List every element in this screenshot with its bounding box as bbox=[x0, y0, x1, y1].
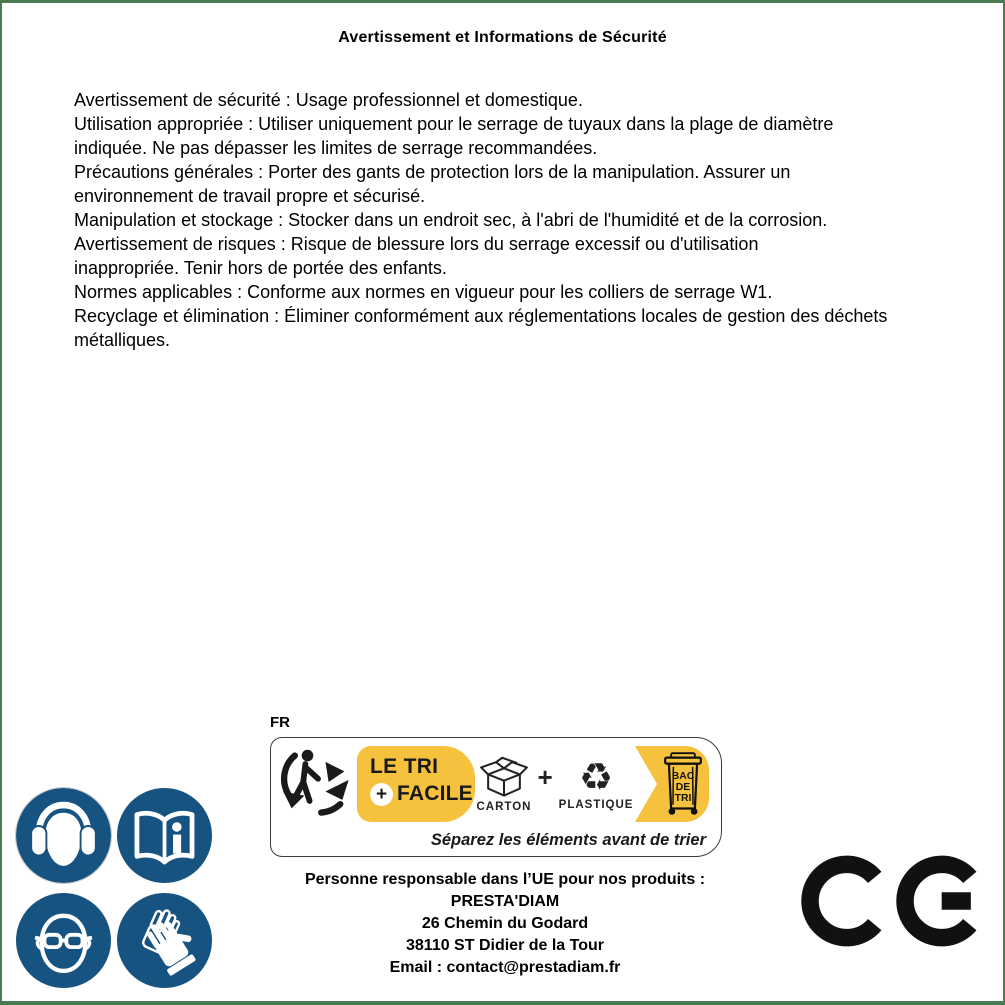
safety-line: Normes applicables : Conforme aux normes en vigueur pour les colliers de serrage W1. bbox=[74, 282, 773, 302]
read-instruction-manual-icon bbox=[117, 788, 212, 883]
safety-line: inappropriée. Tenir hors de portée des enfants. bbox=[74, 258, 447, 278]
safety-line: indiquée. Ne pas dépasser les limites de serrage recommandées. bbox=[74, 138, 598, 158]
address-street: 26 Chemin du Godard bbox=[421, 915, 589, 932]
svg-text:DE: DE bbox=[675, 781, 691, 793]
wear-eye-protection-icon bbox=[16, 893, 111, 988]
safety-line: Avertissement de sécurité : Usage professionnel et domestique. bbox=[74, 90, 583, 110]
page-title: Avertissement et Informations de Sécurité bbox=[338, 29, 667, 46]
safety-line: environnement de travail propre et sécurisé. bbox=[74, 186, 426, 206]
country-code-label: FR bbox=[270, 714, 290, 731]
safety-text bbox=[74, 88, 887, 352]
wear-ear-protection-icon bbox=[16, 788, 111, 883]
svg-text:BAC: BAC bbox=[671, 770, 695, 782]
safety-line: métalliques. bbox=[74, 330, 171, 350]
mandatory-pictograms bbox=[16, 788, 212, 988]
materials-section bbox=[475, 746, 635, 822]
safety-line: Avertissement de risques : Risque de blessure lors du serrage excessif ou d'utilisation bbox=[74, 234, 759, 254]
sorting-bin-icon bbox=[660, 751, 706, 817]
triman-recycling-icon bbox=[279, 745, 355, 821]
safety-line: Utilisation appropriée : Utiliser uniquement pour le serrage de tuyaux dans la plage de diamètre bbox=[74, 114, 834, 134]
carton-label: CARTON bbox=[476, 800, 532, 813]
infotri-band bbox=[357, 746, 709, 822]
plus-circle-icon: + bbox=[370, 783, 393, 806]
infotri-tagline: Séparez les éléments avant de trier bbox=[430, 831, 706, 849]
safety-line: Manipulation et stockage : Stocker dans un endroit sec, à l'abri de l'humidité et de la corrosion. bbox=[74, 210, 828, 230]
facile-text: FACILE bbox=[397, 782, 473, 805]
responsible-person-block bbox=[255, 869, 755, 979]
svg-text:TRI: TRI bbox=[674, 793, 692, 805]
le-tri-facile-banner bbox=[357, 746, 475, 822]
email-line: Email : contact@prestadiam.fr bbox=[389, 959, 621, 976]
bac-de-tri-chevron bbox=[635, 746, 709, 822]
address-city: 38110 ST Didier de la Tour bbox=[406, 937, 604, 954]
plus-separator: + bbox=[537, 761, 553, 792]
safety-line: Précautions générales : Porter des gants de protection lors de la manipulation. Assurer un bbox=[74, 162, 791, 182]
plastique-label: PLASTIQUE bbox=[558, 798, 634, 811]
ce-marking-icon bbox=[800, 851, 1000, 951]
le-tri-text: LE TRI bbox=[370, 755, 439, 778]
infotri-label bbox=[270, 737, 722, 857]
wear-protective-gloves-icon bbox=[117, 893, 212, 988]
responsible-intro: Personne responsable dans l’UE pour nos produits : bbox=[304, 871, 706, 888]
cardboard-box-icon bbox=[479, 756, 529, 800]
company-name: PRESTA'DIAM bbox=[450, 893, 560, 910]
recycling-triangle-icon: ♻ bbox=[579, 756, 614, 799]
safety-line: Recyclage et élimination : Éliminer conformément aux réglementations locales de gestion des déchets bbox=[74, 306, 888, 326]
